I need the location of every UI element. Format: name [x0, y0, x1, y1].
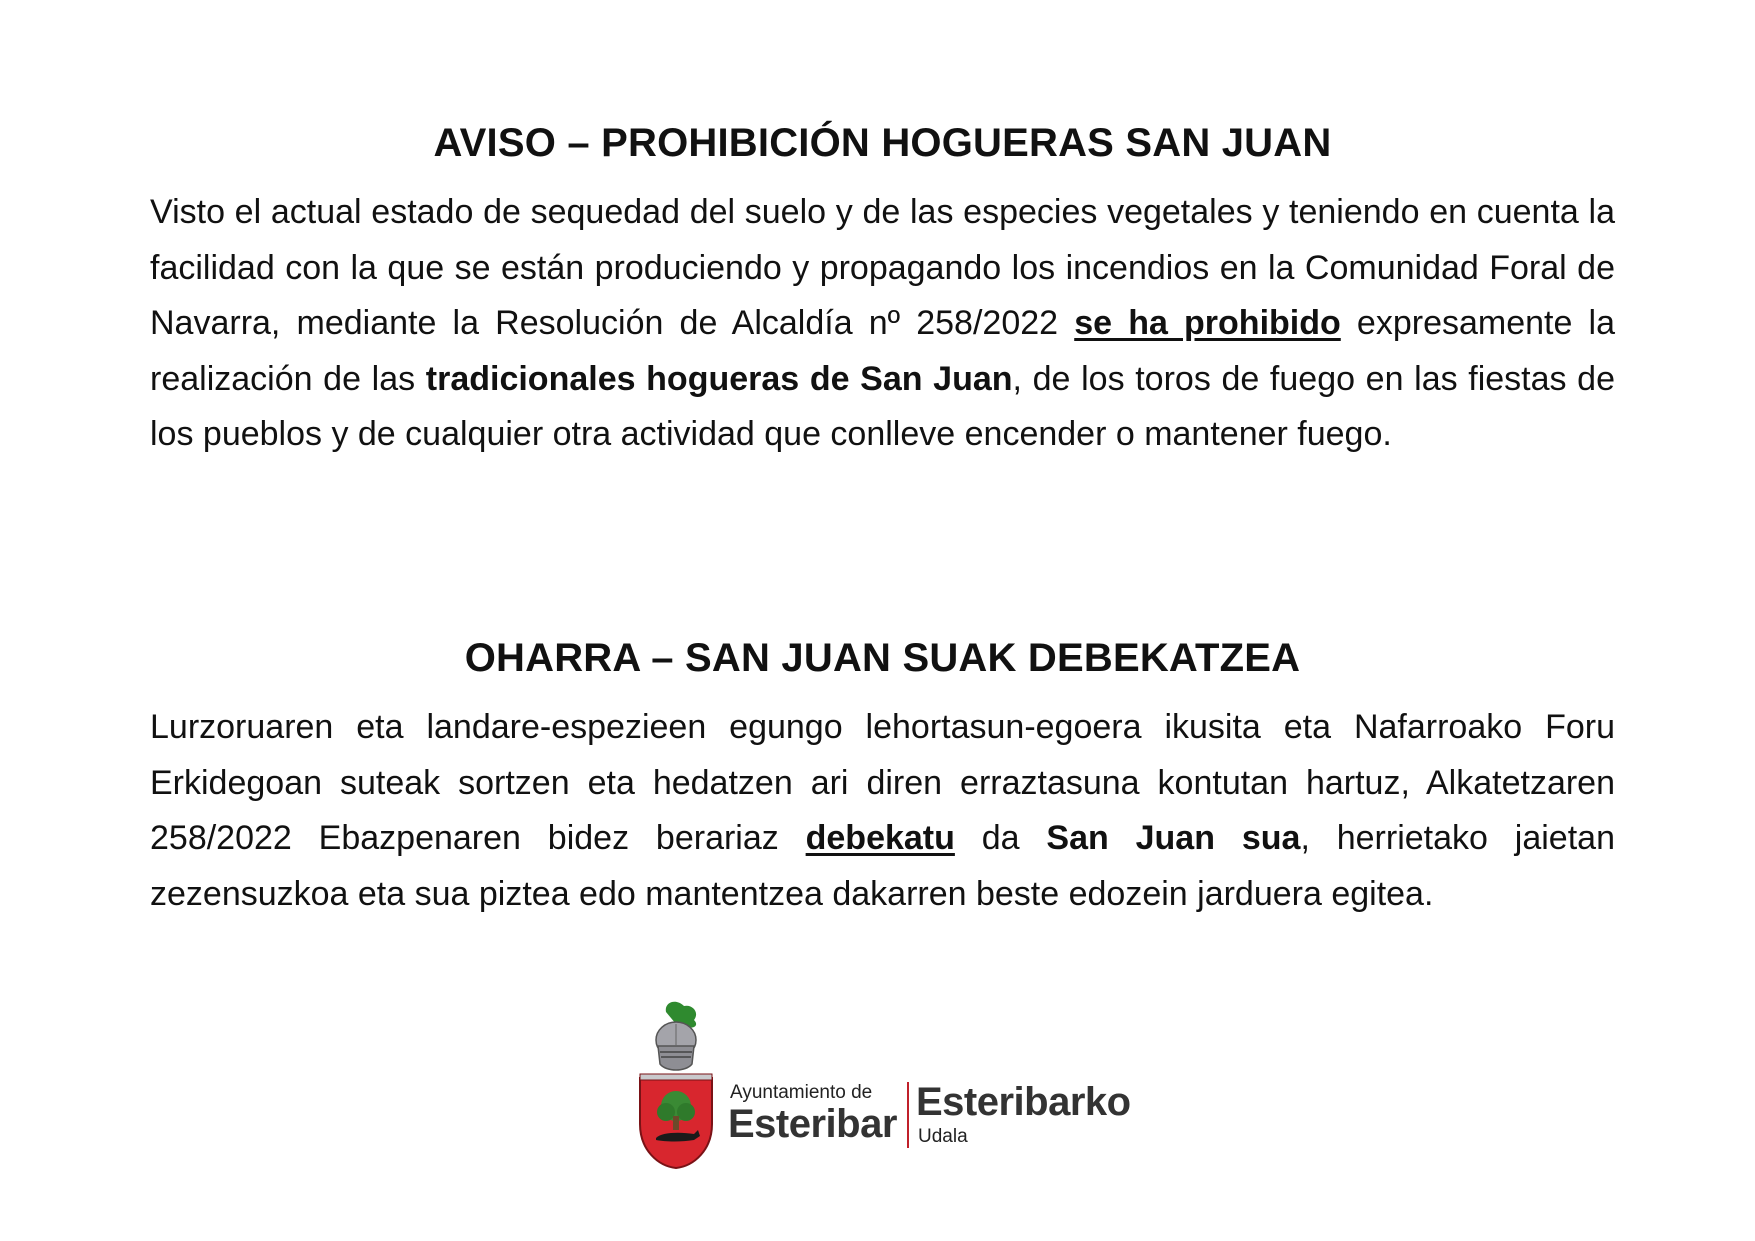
helmet-icon [656, 1022, 696, 1070]
notice-title-eu: OHARRA – SAN JUAN SUAK DEBEKATZEA [464, 636, 1301, 680]
body-eu-bold-fire: San Juan sua [1046, 819, 1301, 857]
coat-of-arms-icon [636, 1000, 716, 1170]
logo-divider [907, 1082, 909, 1148]
notice-title-es: AVISO – PROHIBICIÓN HOGUERAS SAN JUAN [433, 121, 1332, 165]
body-eu-part-5: , herrietako jaietan zezensuzkoa eta sua piztea edo mantentzea dakarren beste edozein jarduera egitea. [150, 819, 1615, 913]
body-es-bold-bonfires: tradicionales hogueras de San Juan [425, 359, 1013, 398]
notice-basque [150, 630, 1615, 922]
notice-body-eu [150, 700, 1615, 922]
body-eu-emphasis-prohibited: debekatu [805, 819, 955, 857]
logo-subtitle-eu: Udala [918, 1126, 968, 1147]
body-es-part-3: expresamente la realización de las [150, 304, 1615, 398]
logo-name-eu: Esteribarko [916, 1080, 1131, 1124]
logo-subtitle-es: Ayuntamiento de [730, 1082, 873, 1103]
body-eu-part-3: da [954, 819, 1047, 857]
body-eu-part-1: Lurzoruaren eta landare-espezieen egungo lehortasun-egoera ikusita eta Nafarroako Foru Erkidegoan suteak sortzen eta hedatzen ari diren erraztasuna kontutan hartuz, Alkatetzaren 258/2022 Ebazpenaren bidez berariaz [150, 708, 1615, 857]
shield-icon [640, 1074, 712, 1168]
logo-name-es: Esteribar [728, 1102, 897, 1146]
notice-spanish [150, 115, 1615, 463]
notice-body-es [150, 185, 1615, 463]
body-es-part-5: , de los toros de fuego en las fiestas de los pueblos y de cualquier otra actividad que conlleve encender o mantener fuego. [150, 359, 1615, 453]
body-es-part-1: Visto el actual estado de sequedad del suelo y de las especies vegetales y teniendo en cuenta la facilidad con la que se están produciendo y propagando los incendios en la Comunidad Foral de Navarra, mediante la Resolución de Alcaldía nº 258/2022 [150, 193, 1615, 342]
municipal-logo [636, 1000, 1136, 1170]
body-es-emphasis-prohibited: se ha prohibido [1074, 304, 1341, 342]
